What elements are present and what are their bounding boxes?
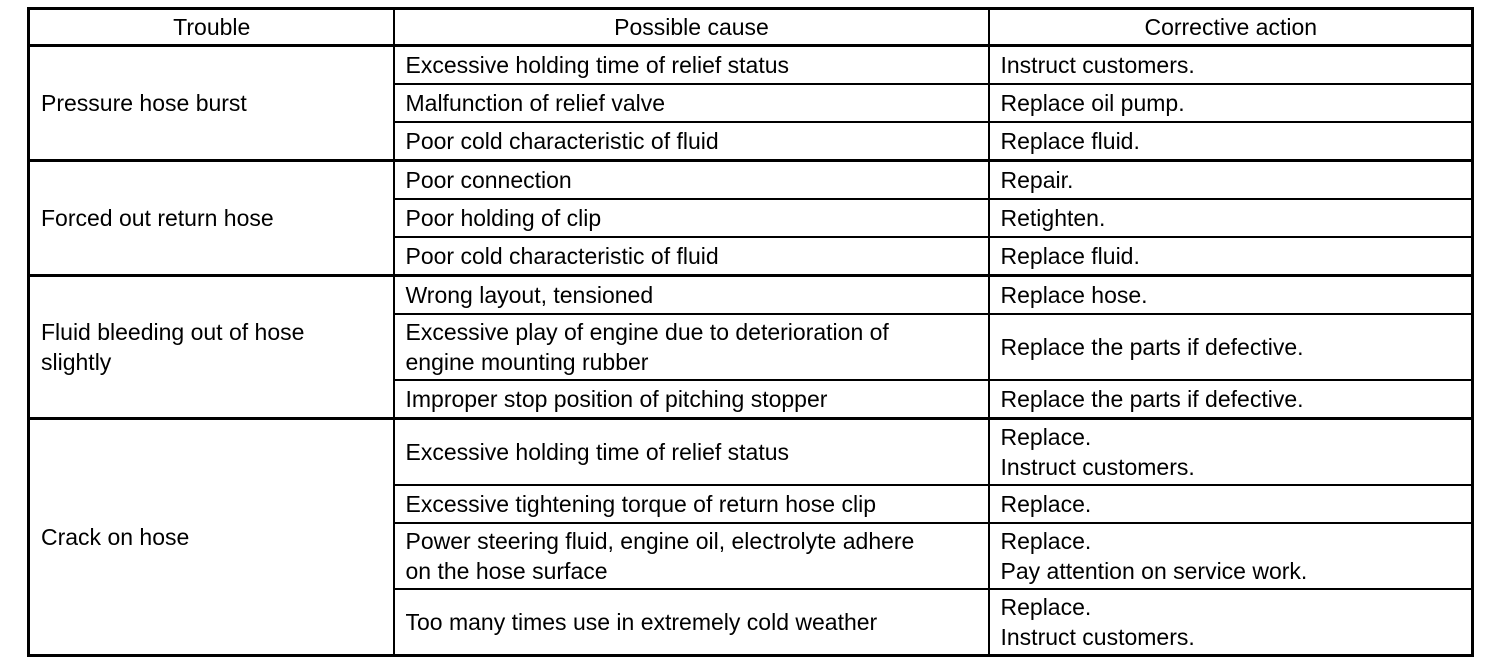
cause-line: on the hose surface <box>405 558 608 584</box>
cause-cell: Excessive holding time of relief status <box>394 46 989 85</box>
action-line: Replace. <box>1000 528 1092 554</box>
trouble-cell <box>29 276 394 419</box>
action-cell: Replace fluid. <box>989 237 1473 276</box>
action-line: Replace. <box>1000 594 1092 620</box>
cause-cell: Poor cold characteristic of fluid <box>394 237 989 276</box>
action-cell: Replace oil pump. <box>989 84 1473 122</box>
cause-cell: Improper stop position of pitching stopper <box>394 380 989 419</box>
cause-line: Power steering fluid, engine oil, electrolyte adhere <box>405 528 915 554</box>
action-cell: Replace fluid. <box>989 122 1473 161</box>
cause-cell: Poor cold characteristic of fluid <box>394 122 989 161</box>
group-forced-out-return-hose <box>29 161 1473 276</box>
group-fluid-bleeding <box>29 276 1473 419</box>
action-cell: Repair. <box>989 161 1473 200</box>
table-row <box>29 46 1473 85</box>
header-corrective-action: Corrective action <box>989 9 1473 46</box>
trouble-diagnosis-table <box>27 7 1474 657</box>
table-row <box>29 161 1473 200</box>
action-line: Instruct customers. <box>1000 454 1195 480</box>
table-row <box>29 419 1473 486</box>
action-cell: Instruct customers. <box>989 46 1473 85</box>
cause-cell <box>394 523 989 589</box>
action-line: Pay attention on service work. <box>1000 558 1308 584</box>
action-cell <box>989 589 1473 656</box>
cause-cell <box>394 314 989 380</box>
action-cell: Retighten. <box>989 199 1473 237</box>
group-pressure-hose-burst <box>29 46 1473 161</box>
cause-cell: Poor connection <box>394 161 989 200</box>
cause-cell: Poor holding of clip <box>394 199 989 237</box>
action-line: Instruct customers. <box>1000 624 1195 650</box>
trouble-cell: Crack on hose <box>29 419 394 656</box>
trouble-line: Fluid bleeding out of hose <box>41 319 305 345</box>
action-cell <box>989 523 1473 589</box>
cause-cell: Malfunction of relief valve <box>394 84 989 122</box>
action-line: Replace. <box>1000 424 1092 450</box>
cause-line: engine mounting rubber <box>405 349 649 375</box>
action-cell <box>989 419 1473 486</box>
action-cell: Replace the parts if defective. <box>989 380 1473 419</box>
trouble-line: slightly <box>41 349 112 375</box>
trouble-cell: Forced out return hose <box>29 161 394 276</box>
header-row <box>29 9 1473 46</box>
trouble-cell: Pressure hose burst <box>29 46 394 161</box>
cause-cell: Excessive tightening torque of return hose clip <box>394 485 989 523</box>
cause-cell: Wrong layout, tensioned <box>394 276 989 315</box>
action-cell: Replace. <box>989 485 1473 523</box>
table-header <box>29 9 1473 46</box>
cause-cell: Too many times use in extremely cold weather <box>394 589 989 656</box>
header-possible-cause: Possible cause <box>394 9 989 46</box>
table-row <box>29 276 1473 315</box>
group-crack-on-hose <box>29 419 1473 656</box>
cause-line: Excessive play of engine due to deterioration of <box>405 319 889 345</box>
action-cell: Replace hose. <box>989 276 1473 315</box>
header-trouble: Trouble <box>29 9 394 46</box>
action-cell: Replace the parts if defective. <box>989 314 1473 380</box>
cause-cell: Excessive holding time of relief status <box>394 419 989 486</box>
